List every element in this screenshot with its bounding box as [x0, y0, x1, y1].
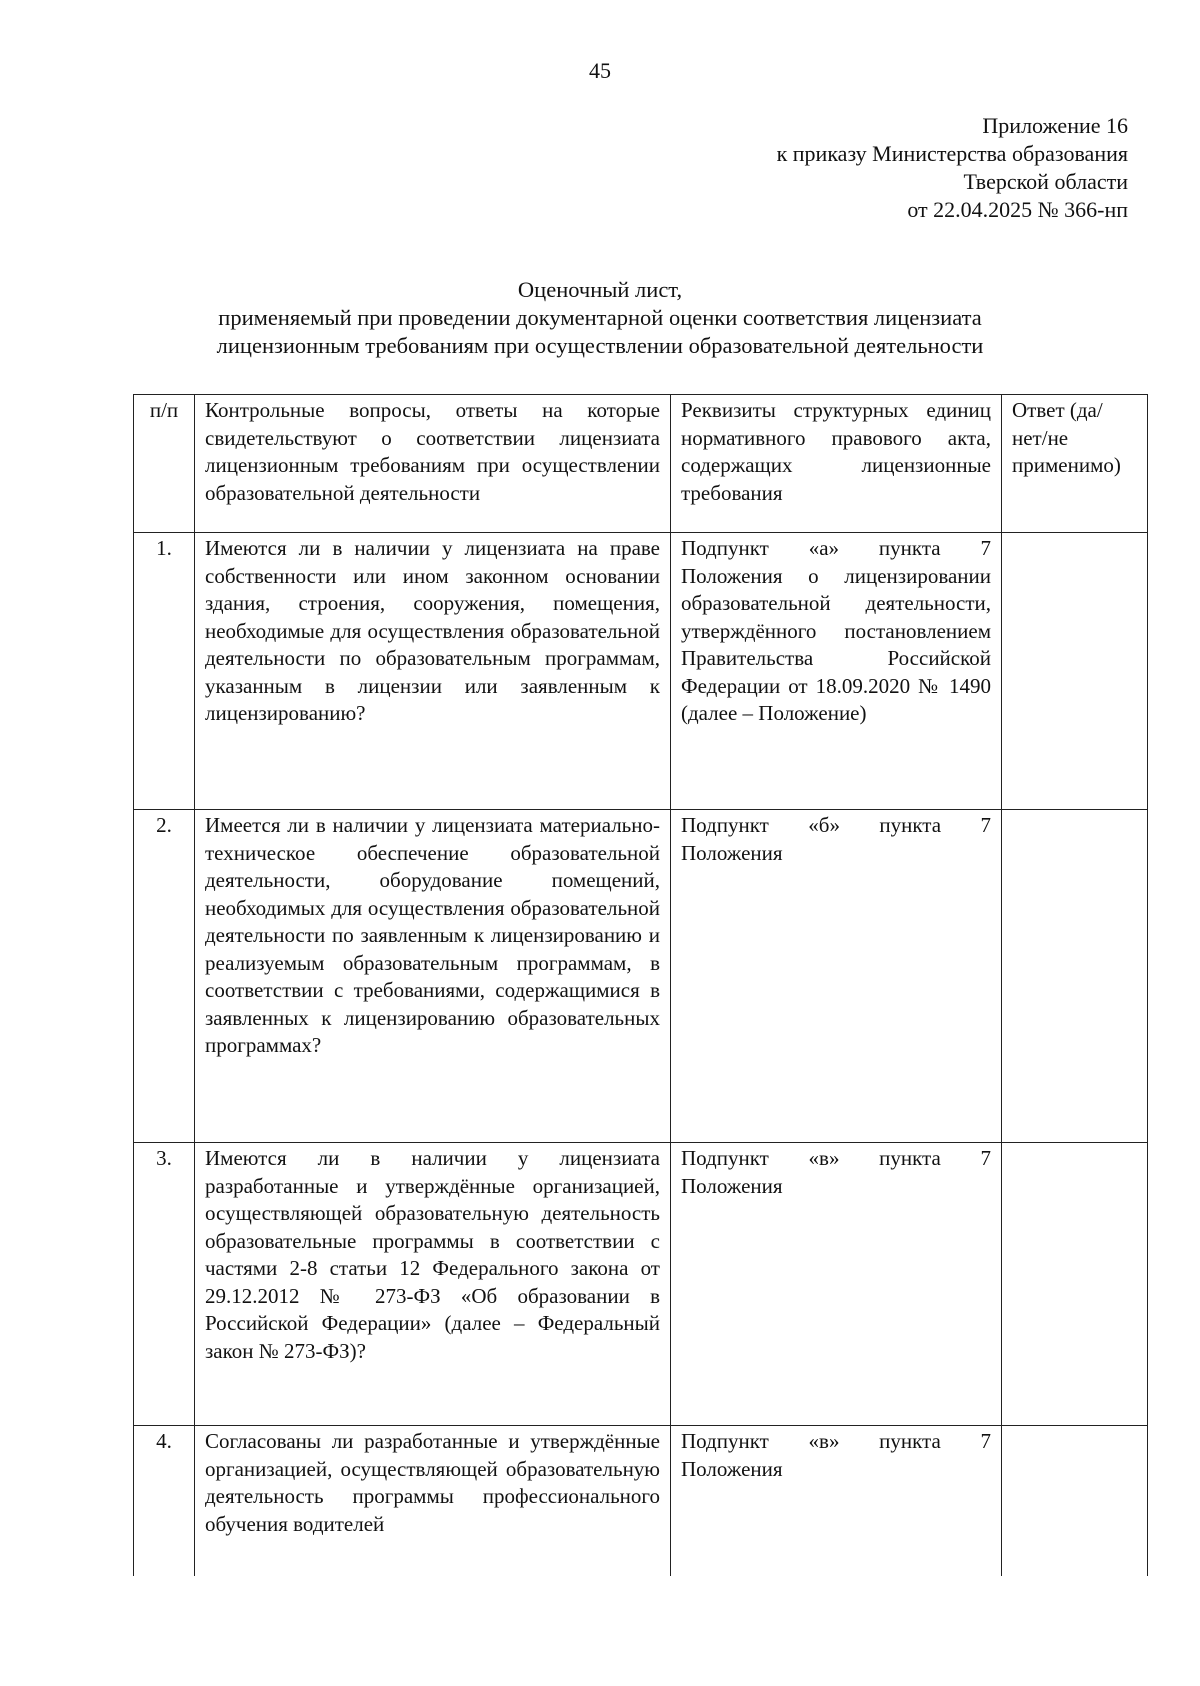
row-answer-cell[interactable]: [1002, 533, 1148, 810]
row-question: Согласованы ли разработанные и утверждённые организацией, осуществляющей образовательную деятельность программы профессионального обучения водителей: [195, 1426, 671, 1577]
table-row: [134, 1426, 1148, 1577]
row-num: 3.: [134, 1143, 195, 1426]
row-question: Имеются ли в наличии у лицензиата на праве собственности или ином законном основании здания, строения, сооружения, помещения, необходимые для осуществления образовательной деятельности по образовательным программам, указанным в лицензии или заявленным к лицензированию?: [195, 533, 671, 810]
table-header-row: [134, 395, 1148, 533]
row-requisites: Подпункт «в» пункта 7 Положения: [671, 1426, 1002, 1577]
header-num: п/п: [134, 395, 195, 533]
attachment-block: [777, 112, 1128, 224]
title-line-2: применяемый при проведении документарной оценки соответствия лицензиата: [218, 305, 982, 330]
row-requisites: Подпункт «в» пункта 7 Положения: [671, 1143, 1002, 1426]
header-answer: Ответ (да/нет/не применимо): [1002, 395, 1148, 533]
table-row: [134, 810, 1148, 1143]
page-number: 45: [589, 58, 611, 83]
row-requisites: Подпункт «а» пункта 7 Положения о лицензировании образовательной деятельности, утверждённого постановлением Правительства Российской Федерации от 18.09.2020 № 1490 (далее – Положение): [671, 533, 1002, 810]
row-answer-cell[interactable]: [1002, 1143, 1148, 1426]
attachment-line-1: Приложение 16: [982, 113, 1128, 138]
title-line-1: Оценочный лист,: [517, 277, 683, 302]
attachment-line-3: Тверской области: [963, 169, 1128, 194]
table-row: [134, 1143, 1148, 1426]
row-requisites: Подпункт «б» пункта 7 Положения: [671, 810, 1002, 1143]
row-answer-cell[interactable]: [1002, 810, 1148, 1143]
row-num: 2.: [134, 810, 195, 1143]
header-question: Контрольные вопросы, ответы на которые свидетельствуют о соответствии лицензиата лицензионным требованиям при осуществлении образовательной деятельности: [195, 395, 671, 533]
title-line-3: лицензионным требованиям при осуществлении образовательной деятельности: [216, 333, 984, 358]
row-num: 1.: [134, 533, 195, 810]
row-answer-cell[interactable]: [1002, 1426, 1148, 1577]
table-row: [134, 533, 1148, 810]
attachment-line-4: от 22.04.2025 № 366-нп: [907, 197, 1128, 222]
row-question: Имеется ли в наличии у лицензиата материально-техническое обеспечение образовательной деятельности, оборудование помещений, необходимых для осуществления образовательной деятельности по заявленным к лицензированию и реализуемым образовательным программам, в соответствии с требованиями, содержащимися в заявленных к лицензированию образовательных программах?: [195, 810, 671, 1143]
row-num: 4.: [134, 1426, 195, 1577]
header-requisites: Реквизиты структурных единиц нормативного правового акта, содержащих лицензионные требования: [671, 395, 1002, 533]
attachment-line-2: к приказу Министерства образования: [776, 141, 1128, 166]
document-title: [100, 276, 1100, 360]
row-question: Имеются ли в наличии у лицензиата разработанные и утверждённые организацией, осуществляющей образовательную деятельность образовательные программы в соответствии с частями 2-8 статьи 12 Федерального закона от 29.12.2012 № 273-ФЗ «Об образовании в Российской Федерации» (далее – Федеральный закон № 273-ФЗ)?: [195, 1143, 671, 1426]
assessment-table: [133, 394, 1148, 1576]
